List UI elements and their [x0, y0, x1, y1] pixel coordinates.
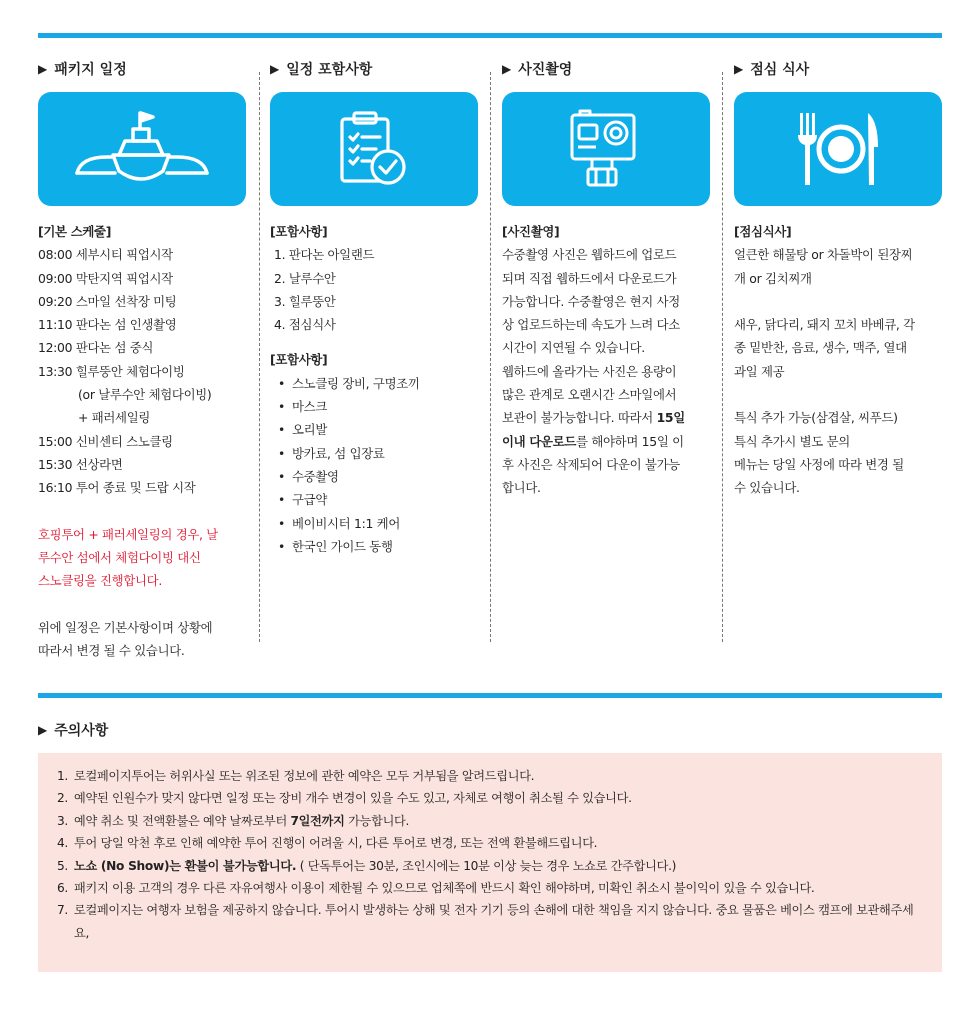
lunch-text	[734, 220, 944, 500]
ship-icon-tile	[38, 92, 246, 206]
lunch-line: 개 or 김치찌개	[734, 270, 812, 286]
photo-line: 보관이 불가능합니다. 따라서 15일	[502, 410, 685, 426]
checklist-icon-tile	[270, 92, 478, 206]
included-numbered-item: 4. 점심식사	[274, 317, 336, 333]
lunch-line: 과일 제공	[734, 363, 785, 379]
included-bullet-item: • 마스크	[270, 395, 480, 418]
ship-icon	[67, 107, 217, 191]
notice-box	[38, 753, 942, 972]
photo-line: 웹하드에 올라가는 사진은 용량이	[502, 363, 677, 379]
fork-knife-plate-icon-tile	[734, 92, 942, 206]
column-title: ▶ 점심 식사	[734, 62, 810, 78]
column-divider	[259, 72, 260, 642]
included-bullet-item: • 베이비시터 1:1 케어	[270, 512, 480, 535]
mid-accent-bar	[38, 693, 942, 698]
schedule-line: 09:00 막탄지역 픽업시작	[38, 270, 173, 286]
photo-line: 상 업로드하는데 속도가 느려 다소	[502, 317, 680, 333]
schedule-line: (or 날루수안 체험다이빙)	[78, 387, 212, 403]
included-heading: [포함사항]	[270, 224, 328, 239]
schedule-line: 12:00 판다논 섬 중식	[38, 340, 154, 356]
notice-item: 7. 로컬페이지는 여행자 보험을 제공하지 않습니다. 투어시 발생하는 상해 및 전자 기기 등의 손해에 대한 책임을 지지 않습니다. 중요 물품은 베이스 캠프에 보관해주세요,	[56, 903, 914, 940]
warning-line: 호핑투어 + 패러세일링의 경우, 날	[38, 526, 218, 542]
included-bullet-item: • 수중촬영	[270, 465, 480, 488]
lunch-line: 수 있습니다.	[734, 480, 800, 496]
schedule-line: 15:00 신비센티 스노클링	[38, 433, 173, 449]
notice-item: 4. 투어 당일 악천 후로 인해 예약한 투어 진행이 어려울 시, 다른 투어로 변경, 또는 전액 환불해드립니다.	[56, 836, 598, 851]
lunch-line: 얼큰한 해물탕 or 차돌박이 된장찌	[734, 247, 913, 263]
triangle-marker-icon: ▶	[270, 62, 280, 76]
column-title: ▶ 일정 포함사항	[270, 62, 373, 78]
lunch-line: 특식 추가 가능(삼겹살, 씨푸드)	[734, 410, 898, 426]
lunch-line: 메뉴는 당일 사정에 따라 변경 될	[734, 456, 904, 472]
included-bullet-item: • 스노클링 장비, 구명조끼	[270, 372, 480, 395]
photo-line: 가능합니다. 수중촬영은 현지 사정	[502, 293, 680, 309]
triangle-marker-icon: ▶	[38, 723, 48, 737]
column-divider	[722, 72, 723, 642]
triangle-marker-icon: ▶	[502, 62, 512, 76]
notice-item: 6. 패키지 이용 고객의 경우 다른 자유여행사 이용이 제한될 수 있으므로 업체쪽에 반드시 확인 해야하며, 미확인 취소시 불이익이 있을 수 있습니다.	[56, 881, 815, 896]
included-items-column	[270, 58, 480, 558]
photo-line: 많은 관계로 오랜시간 스마일에서	[502, 387, 677, 403]
triangle-marker-icon: ▶	[734, 62, 744, 76]
notice-item: 1. 로컬페이지투어는 허위사실 또는 위조된 정보에 관한 예약은 모두 거부됨을 알려드립니다.	[56, 769, 535, 783]
camera-icon	[566, 107, 646, 191]
warning-line: 스노클링을 진행합니다.	[38, 573, 162, 589]
package-schedule-column	[38, 58, 248, 663]
photo-heading: [사진촬영]	[502, 224, 560, 239]
note-line: 위에 일정은 기본사항이며 상황에	[38, 620, 213, 636]
schedule-line: 13:30 힐루뚱안 체험다이빙	[38, 363, 185, 379]
notice-item: 5. 노쇼 (No Show)는 환불이 불가능합니다. ( 단독투어는 30분, 조인시에는 10분 이상 늦는 경우 노쇼로 간주합니다.)	[56, 858, 677, 873]
photo-line: 시간이 지연될 수 있습니다.	[502, 340, 645, 356]
photo-column	[502, 58, 712, 500]
schedule-line: + 패러세일링	[78, 410, 151, 426]
included-numbered-item: 3. 힐루뚱안	[274, 293, 336, 309]
notice-item: 2. 예약된 인원수가 맞지 않다면 일정 또는 장비 개수 변경이 있을 수도 있고, 자체로 여행이 취소될 수 있습니다.	[56, 791, 632, 806]
schedule-line: 08:00 세부시티 픽업시작	[38, 247, 173, 263]
top-accent-bar	[38, 33, 942, 38]
fork-knife-plate-icon	[790, 107, 886, 191]
included-numbered-item: 2. 날루수안	[274, 270, 336, 286]
photo-text	[502, 220, 712, 500]
photo-line: 후 사진은 삭제되어 다운이 불가능	[502, 456, 680, 472]
included-bullet-item: • 구급약	[270, 488, 480, 511]
schedule-text	[38, 220, 248, 663]
included-heading: [포함사항]	[270, 352, 328, 368]
included-numbered-item: 1. 판다논 아일랜드	[274, 247, 375, 263]
schedule-line: 15:30 선상라면	[38, 456, 123, 472]
included-text	[270, 220, 480, 558]
schedule-line: 09:20 스마일 선착장 미팅	[38, 293, 177, 309]
notice-list	[54, 765, 926, 944]
schedule-line: 16:10 투어 종료 및 드랍 시작	[38, 480, 196, 496]
notice-item: 3. 예약 취소 및 전액환불은 예약 날짜로부터 7일전까지 가능합니다.	[56, 813, 410, 828]
warning-line: 루수안 섬에서 체험다이빙 대신	[38, 550, 201, 566]
column-divider	[490, 72, 491, 642]
included-bullet-item: • 한국인 가이드 동행	[270, 535, 480, 558]
included-bullet-item: • 오리발	[270, 418, 480, 441]
checklist-icon	[334, 107, 414, 191]
notice-title: ▶ 주의사항	[38, 723, 109, 739]
lunch-line: 종 밑반찬, 음료, 생수, 맥주, 열대	[734, 340, 907, 356]
lunch-line: 특식 추가시 별도 문의	[734, 433, 850, 449]
column-title: ▶ 사진촬영	[502, 62, 573, 78]
included-bullet-item: • 방카료, 섬 입장료	[270, 442, 480, 465]
schedule-line: 11:10 판다논 섬 인생촬영	[38, 317, 177, 333]
column-title: ▶ 패키지 일정	[38, 62, 127, 78]
camera-icon-tile	[502, 92, 710, 206]
schedule-heading: [기본 스케줄]	[38, 224, 112, 239]
lunch-heading: [점심식사]	[734, 224, 792, 239]
note-line: 따라서 변경 될 수 있습니다.	[38, 643, 185, 659]
photo-line: 되며 직접 웹하드에서 다운로드가	[502, 270, 677, 286]
photo-line: 수중촬영 사진은 웹하드에 업로드	[502, 247, 677, 263]
photo-line: 합니다.	[502, 480, 541, 496]
lunch-column	[734, 58, 944, 500]
triangle-marker-icon: ▶	[38, 62, 48, 76]
photo-line: 이내 다운로드를 해야하며 15일 이	[502, 433, 684, 449]
lunch-line: 새우, 닭다리, 돼지 꼬치 바베큐, 각	[734, 317, 915, 333]
